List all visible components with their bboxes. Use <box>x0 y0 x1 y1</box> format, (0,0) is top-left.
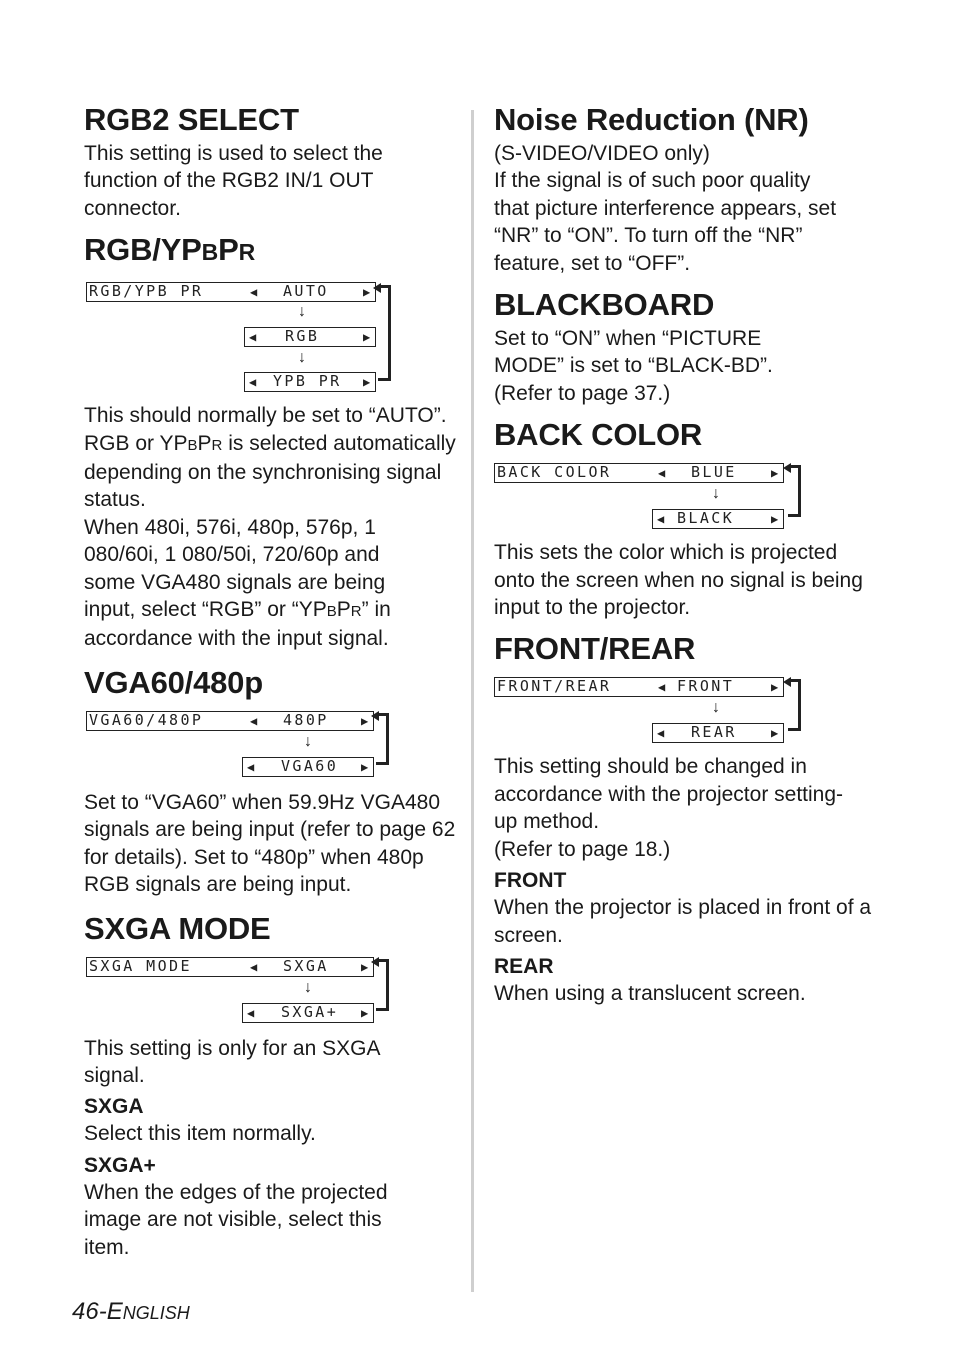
sxga-mode-menu-diagram <box>84 957 456 1023</box>
arrow-right-icon: ▶ <box>771 680 779 695</box>
rear-option-box <box>652 723 784 743</box>
vga60-480p-menu-value: 480P <box>283 710 329 729</box>
black-option-label: BLACK <box>677 509 735 528</box>
noise-reduction-description: If the signal is of such poor quality that picture interference appears, set “NR” to “ON”. To turn off the “NR” feature, set to “OFF”. <box>494 169 837 275</box>
blackboard-heading: BLACKBOARD <box>494 287 715 323</box>
arrow-right-icon: ▶ <box>363 375 371 390</box>
vga60-option-box <box>242 757 374 777</box>
language-rest: NGLISH <box>122 1303 190 1323</box>
arrow-right-icon: ▶ <box>361 1005 369 1020</box>
arrow-right-icon: ▶ <box>361 959 369 974</box>
front-rear-heading: FRONT/REAR <box>494 631 696 667</box>
vga60-480p-menu-diagram <box>84 711 456 777</box>
vga60-480p-description: Set to “VGA60” when 59.9Hz VGA480 signals are being input (refer to page 62 for details). Set to “480p” when 480p RGB signals are being input. <box>84 790 456 897</box>
page-footer <box>72 1298 190 1326</box>
front-description: When the projector is placed in front of a screen. <box>494 896 872 947</box>
noise-reduction-note: (S-VIDEO/VIDEO only) <box>494 142 710 165</box>
blackboard-section <box>494 285 874 407</box>
arrow-left-icon: ◀ <box>658 466 666 481</box>
noise-reduction-heading: Noise Reduction (NR) <box>494 102 809 137</box>
rgb-ypbpr-menu-value: AUTO <box>283 282 329 301</box>
rgb2-select-heading: RGB2 SELECT <box>84 102 299 137</box>
sxga-mode-menu-label: SXGA MODE <box>89 956 192 975</box>
black-option-box <box>652 509 784 529</box>
sxga-plus-subheading: SXGA+ <box>84 1153 156 1177</box>
sxga-description: Select this item normally. <box>84 1122 316 1146</box>
back-color-description: This sets the color which is projected onto the screen when no signal is being input to the projector. <box>494 541 863 620</box>
rgb-ypbpr-description-2: When 480i, 576i, 480p, 576p, 1 080/60i, 1 080/50i, 720/60p and some VGA480 signals are being input, select “RGB” or “YPBPR” in accordance with the input signal. <box>84 515 391 651</box>
sxga-plus-option-label: SXGA+ <box>281 1002 339 1021</box>
arrow-down-icon: ↓ <box>298 349 306 367</box>
back-color-menu-row <box>494 463 784 483</box>
rear-description: When using a translucent screen. <box>494 981 806 1005</box>
noise-reduction-section <box>494 100 874 277</box>
rgb-ypbpr-menu-row <box>86 282 376 302</box>
rgb-option-box <box>244 327 376 347</box>
arrow-right-icon: ▶ <box>361 713 369 728</box>
front-rear-description: This setting should be changed in accordance with the projector setting-up method. <box>494 755 844 834</box>
cycle-arrow-icon <box>783 677 791 687</box>
vga60-480p-menu-row <box>86 711 374 731</box>
left-column <box>84 100 456 1261</box>
cycle-arrow-icon <box>373 283 381 293</box>
sxga-plus-description: When the edges of the projected image are not visible, select this item. <box>84 1180 388 1259</box>
arrow-right-icon: ▶ <box>363 330 371 345</box>
sxga-mode-heading: SXGA MODE <box>84 910 271 946</box>
arrow-left-icon: ◀ <box>250 713 258 728</box>
vga60-480p-menu-label: VGA60/480P <box>89 710 204 729</box>
sxga-mode-section <box>84 909 456 1261</box>
rgb-option-label: RGB <box>285 327 320 346</box>
arrow-left-icon: ◀ <box>247 1005 255 1020</box>
arrow-left-icon: ◀ <box>657 726 665 741</box>
arrow-down-icon: ↓ <box>304 978 312 996</box>
front-rear-section <box>494 629 874 1007</box>
front-rear-menu-row <box>494 677 784 697</box>
cycle-arrow-icon <box>783 463 791 473</box>
sxga-mode-description: This setting is only for an SXGA signal. <box>84 1036 380 1087</box>
arrow-right-icon: ▶ <box>363 285 371 300</box>
sxga-plus-option-box <box>242 1003 374 1023</box>
rgb-ypbpr-heading: RGB/YPBPR <box>84 232 255 268</box>
arrow-left-icon: ◀ <box>247 759 255 774</box>
rgb2-select-description: This setting is used to select the function of the RGB2 IN/1 OUT connector. <box>84 142 383 220</box>
rear-option-label: REAR <box>691 723 737 742</box>
rear-subheading: REAR <box>494 954 554 978</box>
arrow-right-icon: ▶ <box>771 726 779 741</box>
language-initial: E <box>106 1298 123 1325</box>
ypbpr-option-label: YPB PR <box>273 372 342 391</box>
sxga-subheading: SXGA <box>84 1095 144 1119</box>
arrow-right-icon: ▶ <box>771 512 779 527</box>
front-rear-reference: (Refer to page 18.) <box>494 837 671 861</box>
arrow-left-icon: ◀ <box>249 375 257 390</box>
right-column <box>494 100 874 1007</box>
back-color-menu-value: BLUE <box>691 463 737 482</box>
front-rear-menu-label: FRONT/REAR <box>497 677 612 696</box>
column-divider <box>471 110 474 1292</box>
arrow-down-icon: ↓ <box>712 485 720 503</box>
arrow-left-icon: ◀ <box>657 512 665 527</box>
sxga-mode-menu-value: SXGA <box>283 956 329 975</box>
front-subheading: FRONT <box>494 869 567 893</box>
vga60-480p-section <box>84 663 456 899</box>
rgb-ypbpr-description: This should normally be set to “AUTO”. RGB or YPBPR is selected automatically depending on the synchronising signal status. <box>84 404 456 512</box>
arrow-left-icon: ◀ <box>658 680 666 695</box>
sxga-mode-menu-row <box>86 957 374 977</box>
page-number: 46- <box>72 1298 107 1325</box>
cycle-bracket <box>378 285 391 381</box>
blackboard-description: Set to “ON” when “PICTURE MODE” is set to “BLACK-BD”. (Refer to page 37.) <box>494 327 773 405</box>
ypbpr-option-box <box>244 372 376 392</box>
rgb2-select-section <box>84 100 456 222</box>
rgb-ypbpr-menu-diagram <box>84 280 456 390</box>
front-rear-menu-value: FRONT <box>677 677 735 696</box>
back-color-menu-diagram <box>494 463 874 529</box>
arrow-down-icon: ↓ <box>304 732 312 750</box>
arrow-left-icon: ◀ <box>249 330 257 345</box>
vga60-480p-heading: VGA60/480p <box>84 664 263 700</box>
back-color-section <box>494 415 874 621</box>
arrow-down-icon: ↓ <box>298 303 306 321</box>
rgb-ypbpr-section <box>84 230 456 653</box>
arrow-down-icon: ↓ <box>712 699 720 717</box>
arrow-right-icon: ▶ <box>361 759 369 774</box>
back-color-menu-label: BACK COLOR <box>497 463 612 482</box>
rgb-ypbpr-menu-label: RGB/YPB PR <box>89 282 204 301</box>
arrow-right-icon: ▶ <box>771 466 779 481</box>
cycle-arrow-icon <box>371 957 379 967</box>
back-color-heading: BACK COLOR <box>494 417 703 453</box>
cycle-arrow-icon <box>371 711 379 721</box>
front-rear-menu-diagram <box>494 677 874 743</box>
vga60-option-label: VGA60 <box>281 756 339 775</box>
arrow-left-icon: ◀ <box>250 285 258 300</box>
arrow-left-icon: ◀ <box>250 959 258 974</box>
